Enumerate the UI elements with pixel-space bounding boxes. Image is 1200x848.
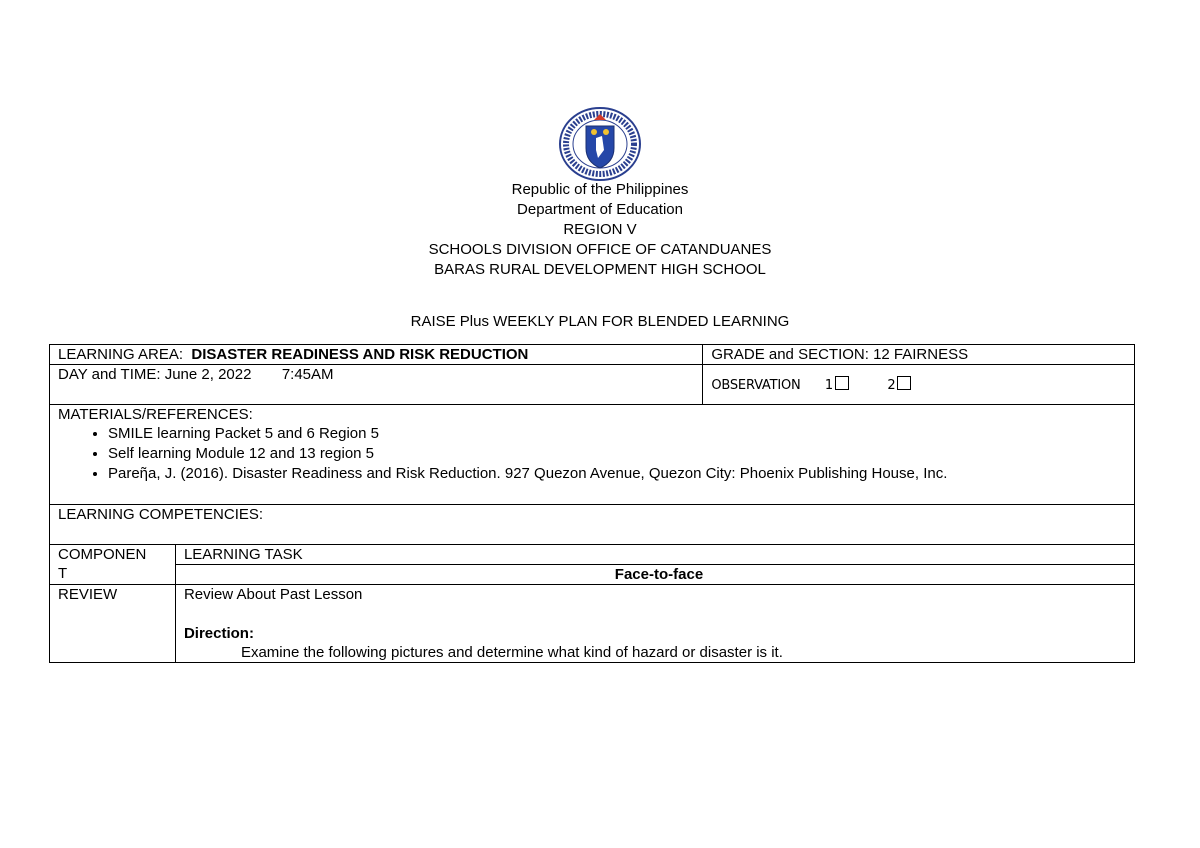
materials-cell [50,405,1135,505]
list-item: • Self learning Module 12 and 13 region 5 [108,444,1134,464]
header-region: REGION V [563,221,637,238]
learning-area-value: DISASTER READINESS AND RISK REDUCTION [191,346,529,363]
table-row [50,505,1135,545]
day-time-cell [50,365,703,405]
mode-label: Face-to-face [614,566,704,583]
table-row [50,405,1135,505]
learning-area-cell [50,345,703,365]
deped-seal-icon [558,106,642,182]
weekly-plan-table [49,344,1135,663]
plan-title: RAISE Plus WEEKLY PLAN FOR BLENDED LEARNING [410,313,790,330]
learning-area-label: LEARNING AREA: [58,346,184,363]
direction-label: Direction: [183,625,254,642]
header-school: BARAS RURAL DEVELOPMENT HIGH SCHOOL [434,261,766,278]
table-row [50,565,1135,585]
table-row [50,585,1135,663]
day-time: DAY and TIME: June 2, 2022 [58,366,252,383]
direction-text: Examine the following pictures and determine what kind of hazard or disaster is it. [240,644,783,661]
checkbox-icon[interactable] [897,376,911,390]
grade-section-cell [703,345,1135,365]
review-label-cell [50,585,176,663]
header-department: Department of Education [517,201,683,218]
header-division: SCHOOLS DIVISION OFFICE OF CATANDUANES [428,241,772,258]
observation-cell [703,365,1135,405]
list-item: • SMILE learning Packet 5 and 6 Region 5 [108,424,1134,444]
table-row [50,365,1135,405]
time-value: 7:45AM [281,366,334,383]
competencies-label: LEARNING COMPETENCIES: [58,506,264,523]
component-header-cell [50,545,176,585]
mode-cell [175,565,1134,585]
observation-label: OBSERVATION [711,377,801,393]
competencies-cell [50,505,1135,545]
observation-option-2: 2 [887,377,896,393]
component-label: COMPONEN [58,546,147,563]
grade-section: GRADE and SECTION: 12 FAIRNESS [711,346,969,363]
materials-label: MATERIALS/REFERENCES: [58,406,253,423]
review-title: Review About Past Lesson [183,586,363,603]
component-label-wrap: T [58,565,68,582]
header-republic: Republic of the Philippines [511,181,689,198]
table-row [50,345,1135,365]
materials-list [58,424,1134,484]
observation-option-1: 1 [824,377,833,393]
learning-task-label: LEARNING TASK [183,546,303,563]
document-header [0,180,1200,280]
table-row [50,545,1135,565]
checkbox-icon[interactable] [835,376,849,390]
learning-task-header-cell [175,545,1134,565]
list-item: • Pareῆa, J. (2016). Disaster Readiness and Risk Reduction. 927 Quezon Avenue, Quezon City: Phoenix Publishing House, Inc. [108,464,1134,484]
review-label: REVIEW [58,586,118,603]
review-content-cell [175,585,1134,663]
